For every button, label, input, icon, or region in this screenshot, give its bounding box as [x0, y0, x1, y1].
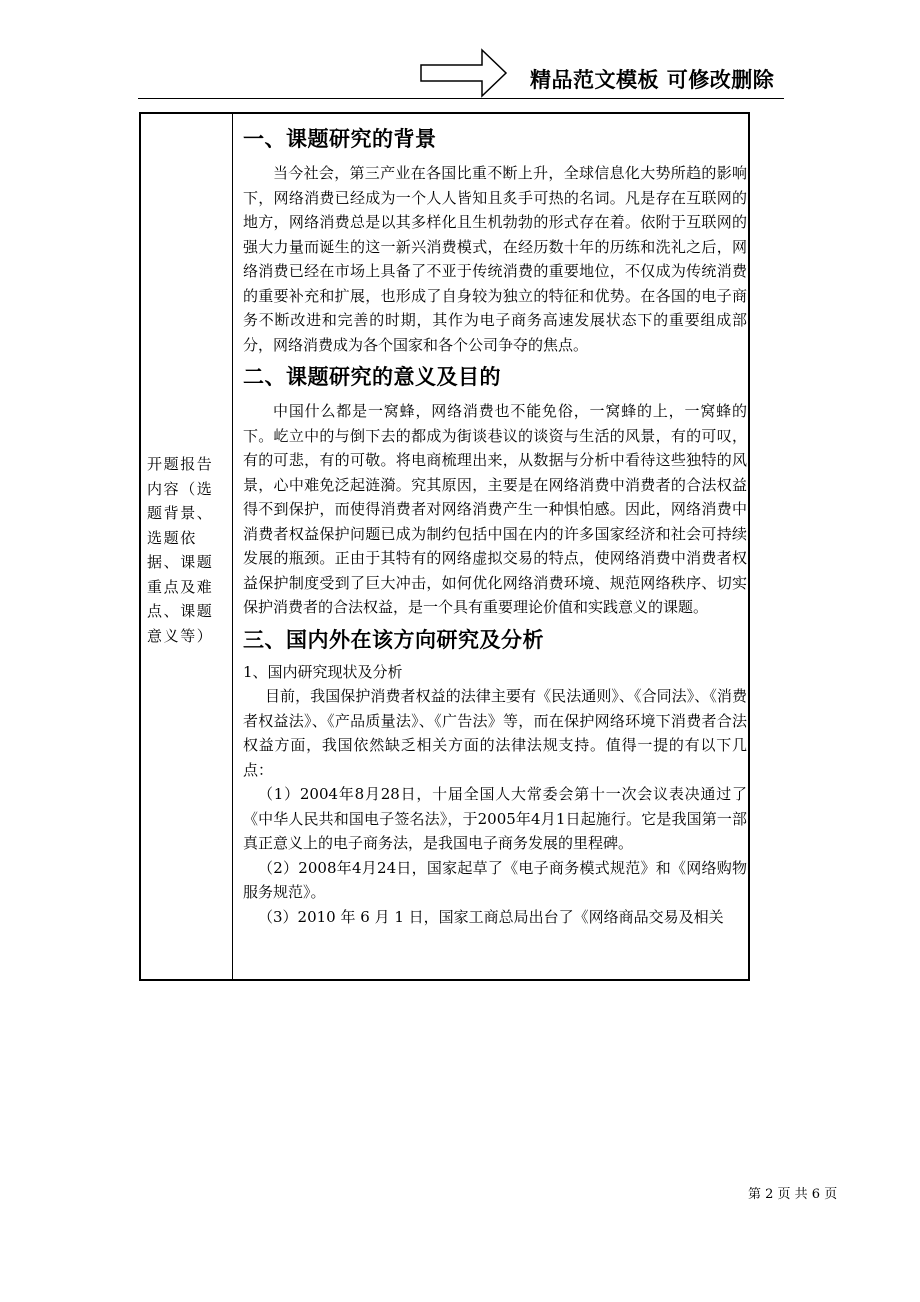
row-label: 开题报告内容（选题背景、选题依据、课题重点及难点、课题意义等）: [147, 455, 214, 645]
list-item: （1）2004年8月28日，十届全国人大常委会第十一次会议表决通过了《中华人民共和国电子签名法》，于2005年4月1日起施行。它是我国第一部真正意义上的电子商务法，是我国电子商务发展的里程碑。: [243, 785, 747, 852]
column-divider: [232, 114, 233, 979]
header-title: 精品范文模板 可修改删除: [530, 68, 775, 92]
page-number: 第 2 页 共 6 页: [748, 1187, 838, 1202]
section-paragraph: 中国什么都是一窝蜂，网络消费也不能免俗，一窝蜂的上，一窝蜂的下。屹立中的与倒下去的都成为街谈巷议的谈资与生活的风景，有的可叹，有的可悲，有的可敬。将电商梳理出来，从数据与分析中看待这些独特的风景，心中难免泛起涟漪。究其原因，主要是在网络消费中消费者的合法权益得不到保护，而使得消费者对网络消费产生一种惧怕感。因此，网络消费中消费者权益保护问题已成为制约包括中国在内的许多国家经济和社会可持续发展的瓶颈。正由于其特有的网络虚拟交易的特点，使网络消费中消费者权益保护制度受到了巨大冲击，如何优化网络消费环境、规范网络秩序、切实保护消费者的合法权益，是一个具有重要理论价值和实践意义的课题。: [243, 402, 747, 616]
list-item: （3）2010 年 6 月 1 日，国家工商总局出台了《网络商品交易及相关: [258, 907, 724, 926]
header-divider: [138, 98, 784, 99]
subsection-heading: 1、国内研究现状及分析: [243, 662, 403, 681]
section-heading-background: 一、课题研究的背景: [243, 127, 437, 151]
section-heading-significance: 二、课题研究的意义及目的: [243, 365, 501, 389]
arrow-icon: [420, 48, 508, 98]
section-paragraph: 当今社会，第三产业在各国比重不断上升，全球信息化大势所趋的影响下，网络消费已经成为一个人人皆知且炙手可热的名词。凡是存在互联网的地方，网络消费总是以其多样化且生机勃勃的形式存在着。依附于互联网的强大力量而诞生的这一新兴消费模式，在经历数十年的历练和洗礼之后，网络消费已经在市场上具备了不亚于传统消费的重要地位，不仅成为传统消费的重要补充和扩展，也形成了自身较为独立的特征和优势。在各国的电子商务不断改进和完善的时期，其作为电子商务高速发展状态下的重要组成部分，网络消费成为各个国家和各个公司争夺的焦点。: [243, 164, 747, 354]
content-cell: [243, 124, 747, 929]
section-paragraph: 目前，我国保护消费者权益的法律主要有《民法通则》、《合同法》、《消费者权益法》、《产品质量法》、《广告法》等，而在保护网络环境下消费者合法权益方面，我国依然缺乏相关方面的法律法规支持。值得一提的有以下几点：: [243, 687, 747, 779]
report-table: [139, 112, 750, 981]
section-heading-research: 三、国内外在该方向研究及分析: [243, 627, 544, 652]
list-item: （2）2008年4月24日，国家起草了《电子商务模式规范》和《网络购物服务规范》。: [243, 858, 747, 901]
